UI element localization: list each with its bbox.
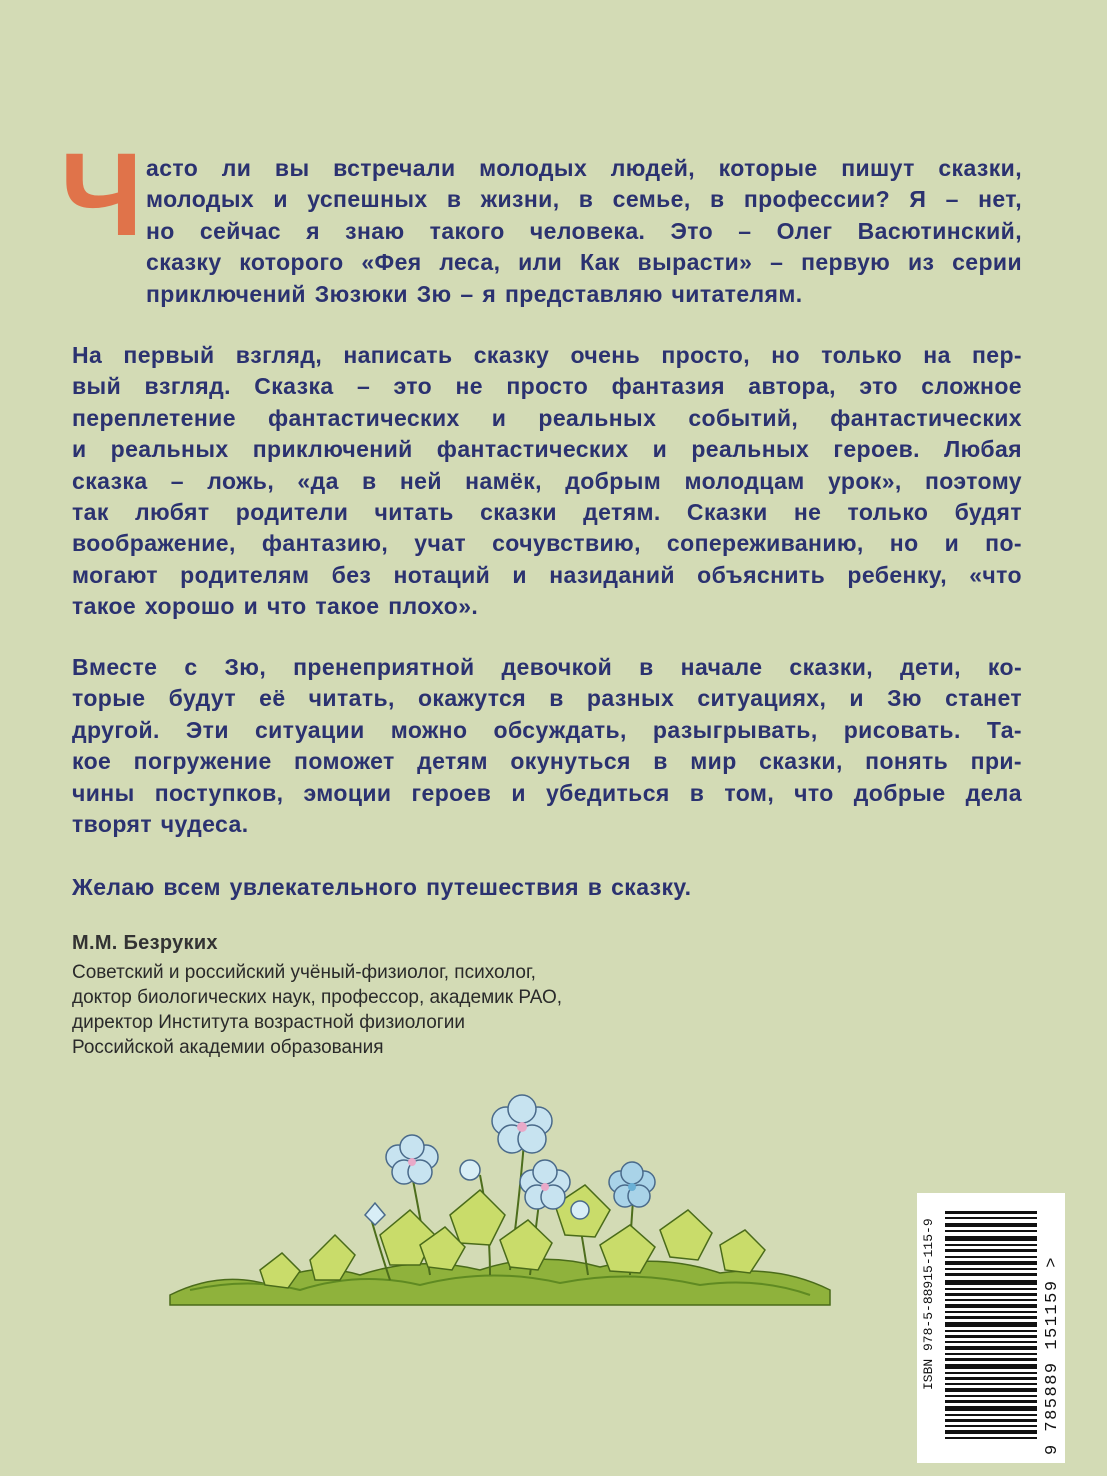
intro-line: приключений Зюзюки Зю – я представляю читателям. — [146, 280, 803, 307]
isbn-label: ISBN 978-5-88915-115-9 — [921, 1218, 936, 1390]
paragraph-line: такое хорошо и что такое плохо». — [72, 593, 479, 620]
paragraph-line: кое погружение поможет детям окунуться в мир сказки, понять при- — [72, 748, 1022, 775]
paragraph-line: переплетение фантастических и реальных событий, фантастических — [72, 404, 1022, 431]
paragraph-line: вый взгляд. Сказка – это не просто фантазия автора, это сложное — [72, 373, 1022, 400]
paragraph-line: На первый взгляд, написать сказку очень просто, но только на пер- — [72, 342, 1022, 368]
paragraph-line: и реальных приключений фантастических и реальных героев. Любая — [72, 436, 1022, 463]
paragraph-3 — [72, 652, 1022, 840]
barcode-digits: 9 785889 151159 > — [1043, 1256, 1062, 1455]
intro-line: асто ли вы встречали молодых людей, которые пишут сказки, — [146, 155, 1022, 181]
intro-line: сказку которого «Фея леса, или Как вырасти» – первую из серии — [146, 249, 1022, 276]
intro-paragraph — [72, 153, 1022, 310]
paragraph-line: другой. Эти ситуации можно обсуждать, разыгрывать, рисовать. Та- — [72, 716, 1022, 743]
drop-cap-letter: Ч — [60, 129, 143, 261]
intro-line: молодых и успешных в жизни, в семье, в профессии? Я – нет, — [146, 186, 1022, 213]
paragraph-line: чины поступков, эмоции героев и убедиться в том, что добрые дела — [72, 779, 1022, 806]
paragraph-line: торые будут её читать, окажутся в разных ситуациях, и Зю станет — [72, 685, 1022, 712]
paragraph-line: творят чудеса. — [72, 811, 249, 838]
author-description — [72, 960, 772, 1060]
paragraph-line: Вместе с Зю, пренеприятной девочкой в начале сказки, дети, ко- — [72, 654, 1022, 680]
paragraph-line: могают родителям без нотаций и назиданий объяснить ребенку, «что — [72, 561, 1022, 588]
flowers-illustration — [160, 1085, 840, 1315]
intro-line: но сейчас я знаю такого человека. Это – Олег Васютинский, — [146, 217, 1022, 244]
author-description-line: директор Института возрастной физиологии — [72, 1012, 465, 1033]
author-description-line: Советский и российский учёный-физиолог, психолог, — [72, 962, 536, 983]
paragraph-line: Желаю всем увлекательного путешествия в сказку. — [72, 874, 692, 900]
paragraph-line: сказка – ложь, «да в ней намёк, добрым молодцам урок», поэтому — [72, 467, 1022, 494]
author-description-line: Российской академии образования — [72, 1037, 384, 1058]
paragraph-4 — [72, 872, 1022, 903]
author-description-line: доктор биологических наук, профессор, академик РАО, — [72, 987, 563, 1008]
paragraph-line: воображение, фантазию, учат сочувствию, сопереживанию, но и по- — [72, 530, 1022, 557]
author-name: М.М. Безруких — [72, 932, 218, 954]
paragraph-line: так любят родители читать сказки детям. Сказки не только будят — [72, 499, 1022, 526]
paragraph-2 — [72, 340, 1022, 623]
